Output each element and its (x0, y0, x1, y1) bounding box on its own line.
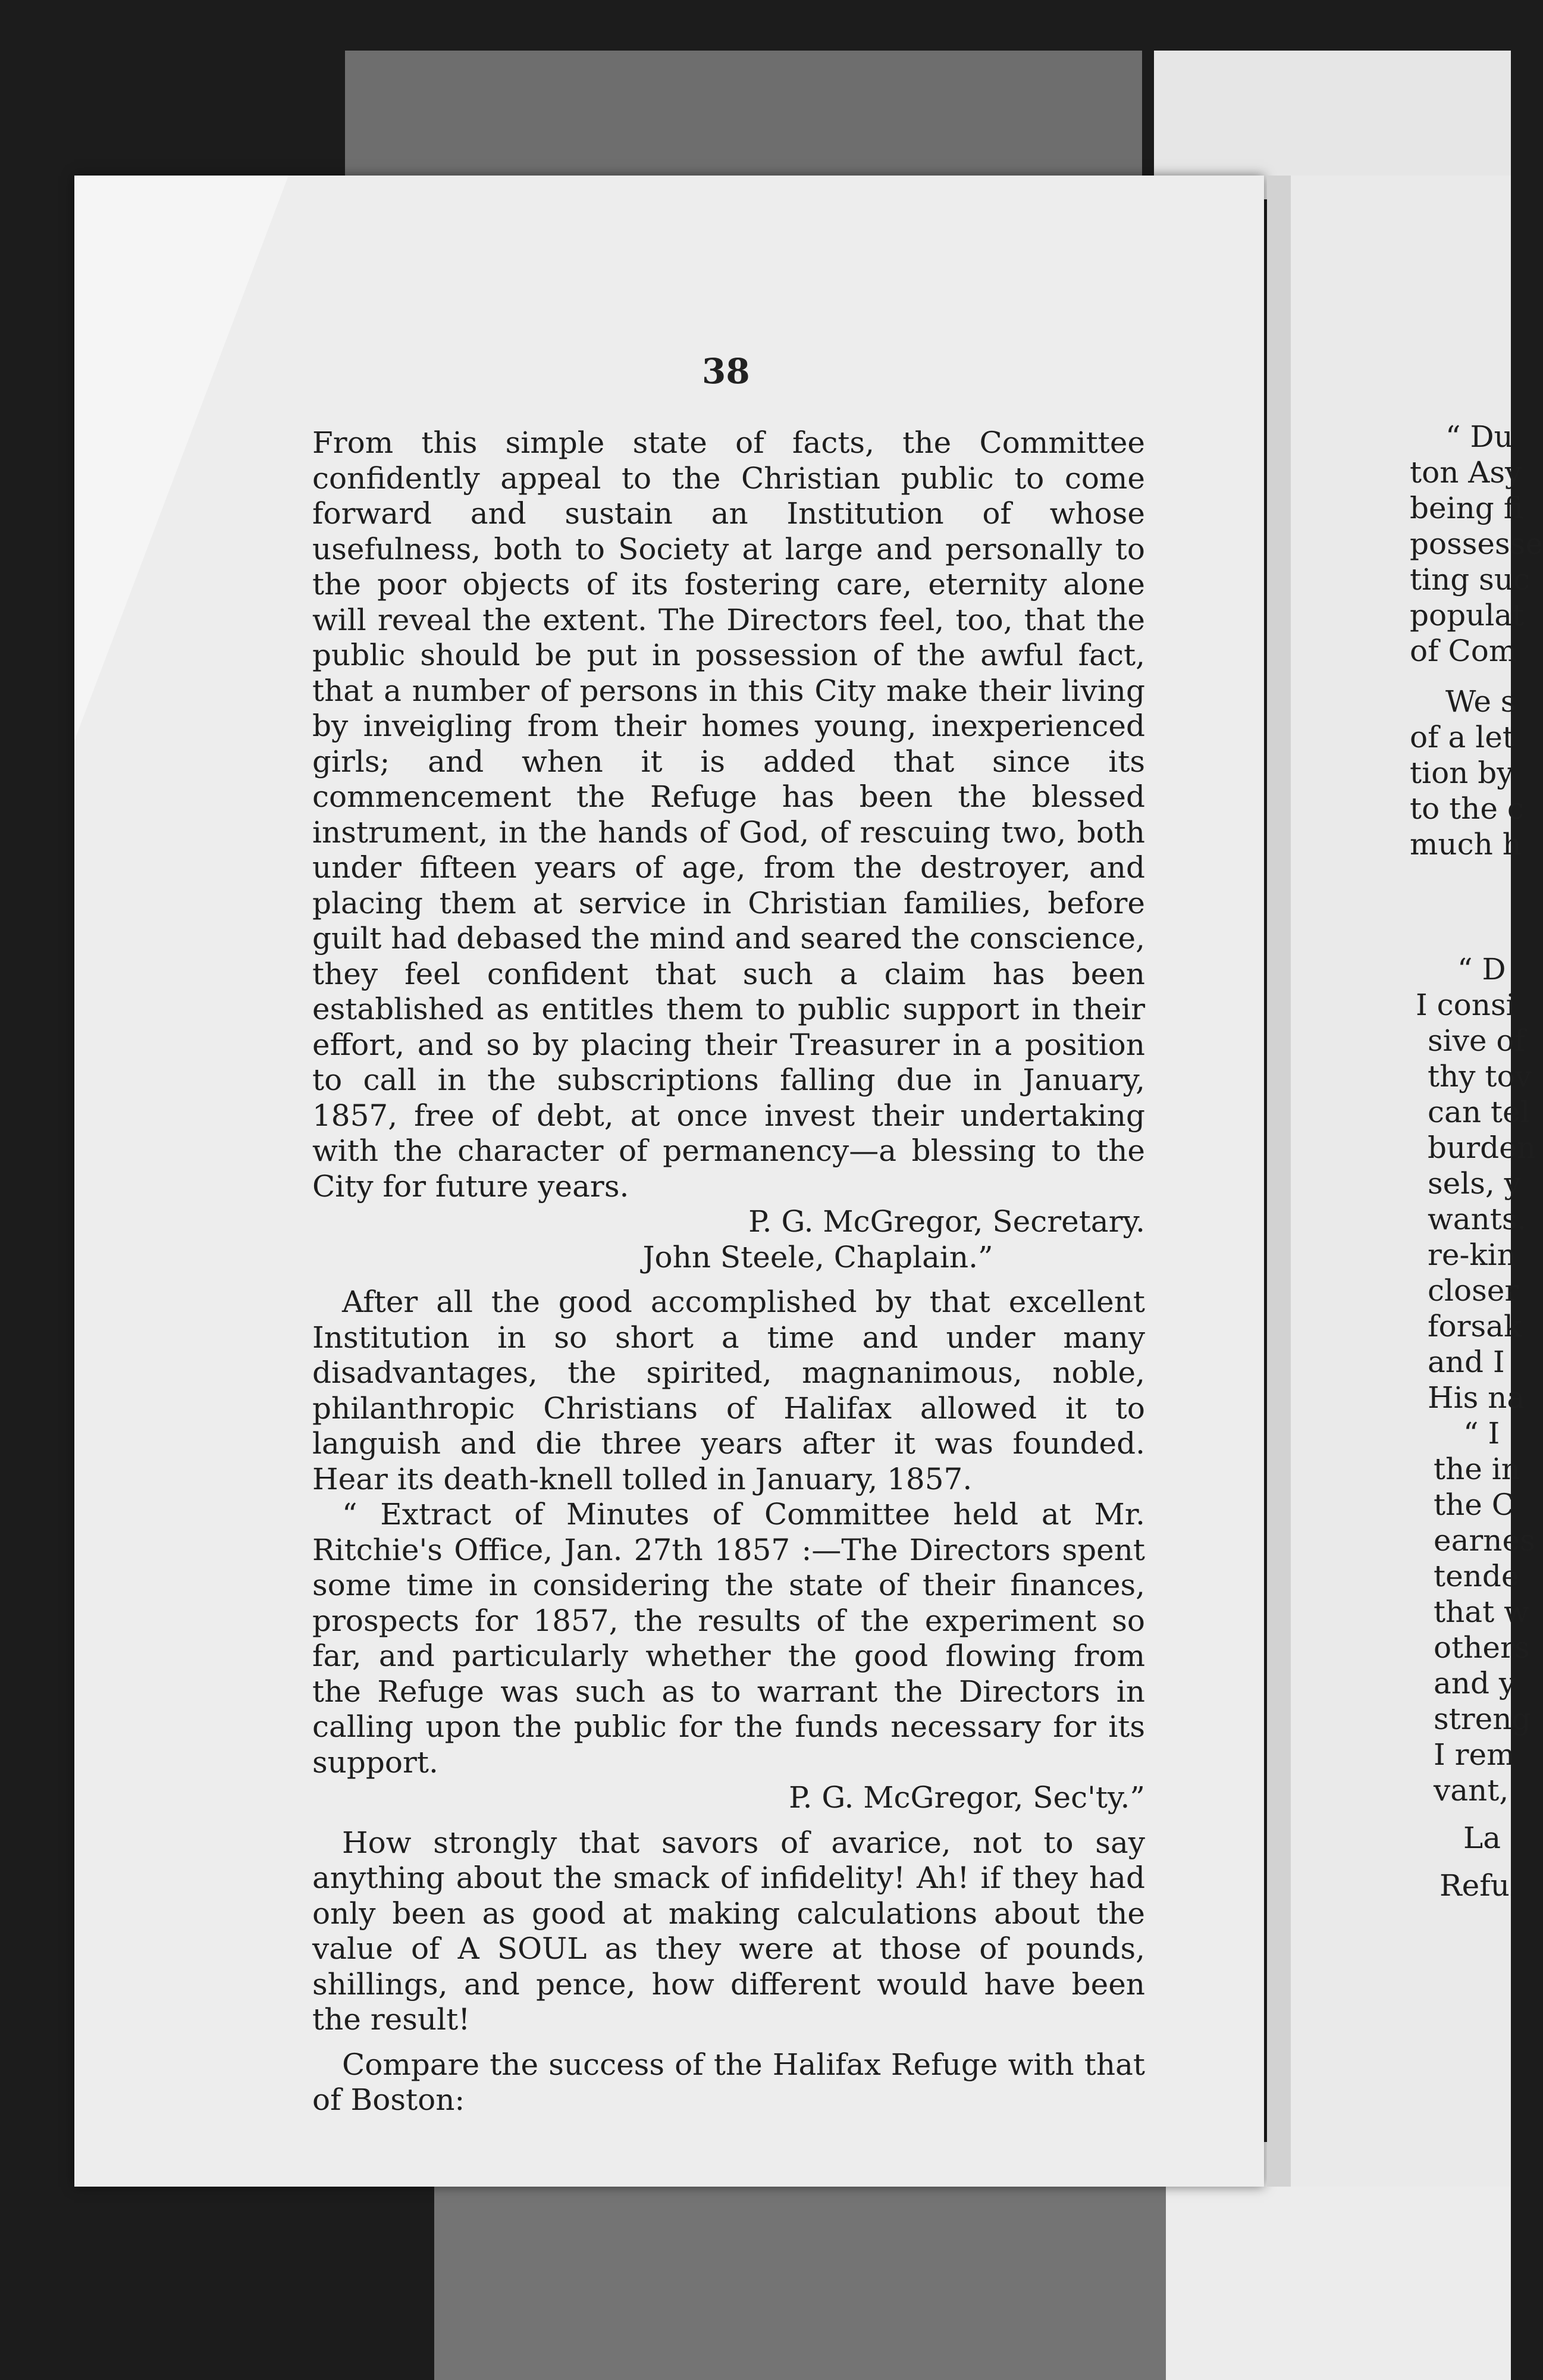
signature-chaplain: John Steele, Chaplain.” (642, 1239, 993, 1274)
right-page-line: re-kin (1428, 1238, 1516, 1272)
right-page-line: His na (1428, 1380, 1525, 1415)
right-page-line: “ D (1457, 952, 1506, 987)
paragraph-2: After all the good accomplished by that excellent Institution in so short a time and under many disadvantages, the spirited, magnanimous, noble, philanthropic Christians of Halifax allowed it to languish and die three years after it was founded. Hear its death-knell tolled in January, 1857. (312, 1285, 1145, 1496)
background-cover-top (345, 51, 1142, 178)
paragraph-5: Compare the success of the Halifax Refuge with that of Boston: (312, 2047, 1145, 2117)
right-page-line: the C (1434, 1488, 1515, 1522)
right-page-line: populat (1410, 598, 1525, 632)
right-page-line: ting suc (1410, 562, 1531, 597)
book-gutter (1267, 176, 1291, 2187)
right-page-line: wants. (1428, 1202, 1527, 1236)
right-page-line: Refu (1439, 1868, 1510, 1903)
right-page-line: the in (1434, 1452, 1520, 1486)
right-page-line: earnes (1434, 1523, 1535, 1558)
body-text (312, 425, 1145, 2118)
right-page-line: of Com (1410, 634, 1517, 668)
right-page-line: burden (1428, 1130, 1536, 1165)
right-page-line: vant, (1434, 1773, 1509, 1808)
right-page-line: sive of (1428, 1023, 1525, 1058)
right-page-line: La (1463, 1821, 1501, 1855)
right-page-line: I consi (1416, 988, 1516, 1022)
paragraph-4: How strongly that savors of avarice, not to say anything about the smack of infidelity! Ah! if they had only been as good at making calculations about the value of A SOUL as they were at those of pounds, shillings, and pence, how different would have been the result! (312, 1825, 1145, 2037)
right-page-line: closer (1428, 1273, 1519, 1308)
right-page-line: others (1434, 1630, 1530, 1665)
right-page-line: We s (1445, 684, 1516, 719)
right-page-line: that w (1434, 1595, 1529, 1629)
right-page-line: possesse (1410, 527, 1543, 561)
right-page-line: to the c (1410, 791, 1524, 826)
paragraph-3: “ Extract of Minutes of Committee held at Mr. Ritchie's Office, Jan. 27th 1857 :—The Directors spent some time in considering the state of their finances, prospects for 1857, the results of the experiment so far, and particularly whether the good flowing from the Refuge was such as to warrant the Directors in calling upon the public for the funds necessary for its support. (312, 1497, 1145, 1780)
signature-secty: P. G. McGregor, Sec'ty.” (789, 1780, 1145, 1815)
signature-secretary: P. G. McGregor, Secretary. (748, 1204, 1145, 1239)
right-page-line: much h (1410, 827, 1522, 862)
right-page-line: “ I (1463, 1416, 1500, 1451)
right-page-line: ton Asy (1410, 455, 1522, 490)
right-page-line: “ Du (1445, 419, 1513, 454)
right-page-line: of a let (1410, 720, 1514, 754)
background-cover-bottom (434, 2154, 1225, 2380)
page-number: 38 (702, 351, 750, 392)
right-page-line: can tel (1428, 1095, 1530, 1129)
right-page-line: I rem (1434, 1737, 1515, 1772)
right-page-line: and I (1428, 1345, 1505, 1379)
right-page-line: tende (1434, 1559, 1519, 1593)
page-corner-fold (74, 176, 288, 741)
right-page-line: sels, y (1428, 1166, 1521, 1201)
right-page-line: and y (1434, 1666, 1516, 1701)
right-page-line: tion by (1410, 756, 1514, 790)
right-page-line: thy tov (1428, 1059, 1532, 1094)
right-page-line: forsak (1428, 1309, 1522, 1344)
paragraph-1: From this simple state of facts, the Committee confidently appeal to the Christian public to come forward and sustain an Institution of whose usefulness, both to Society at large and personally to the poor objects of its fostering care, eternity alone will reveal the extent. The Directors feel, too, that the public should be put in possession of the awful fact, that a number of persons in this City make their living by inveigling from their homes young, inexperienced girls; and when it is added that since its commencement the Refuge has been the blessed instrument, in the hands of God, of rescuing two, both under fifteen years of age, from the destroyer, and placing them at service in Christian families, before guilt had debased the mind and seared the conscience, they feel confident that such a claim has been established as entitles them to public support in their effort, and so by placing their Treasurer in a position to call in the subscriptions falling due in January, 1857, free of debt, at once invest their undertaking with the character of permanency—a blessing to the City for future years. (312, 425, 1145, 1204)
right-page-line: streng (1434, 1702, 1531, 1736)
right-page-line: being fi (1410, 491, 1524, 525)
